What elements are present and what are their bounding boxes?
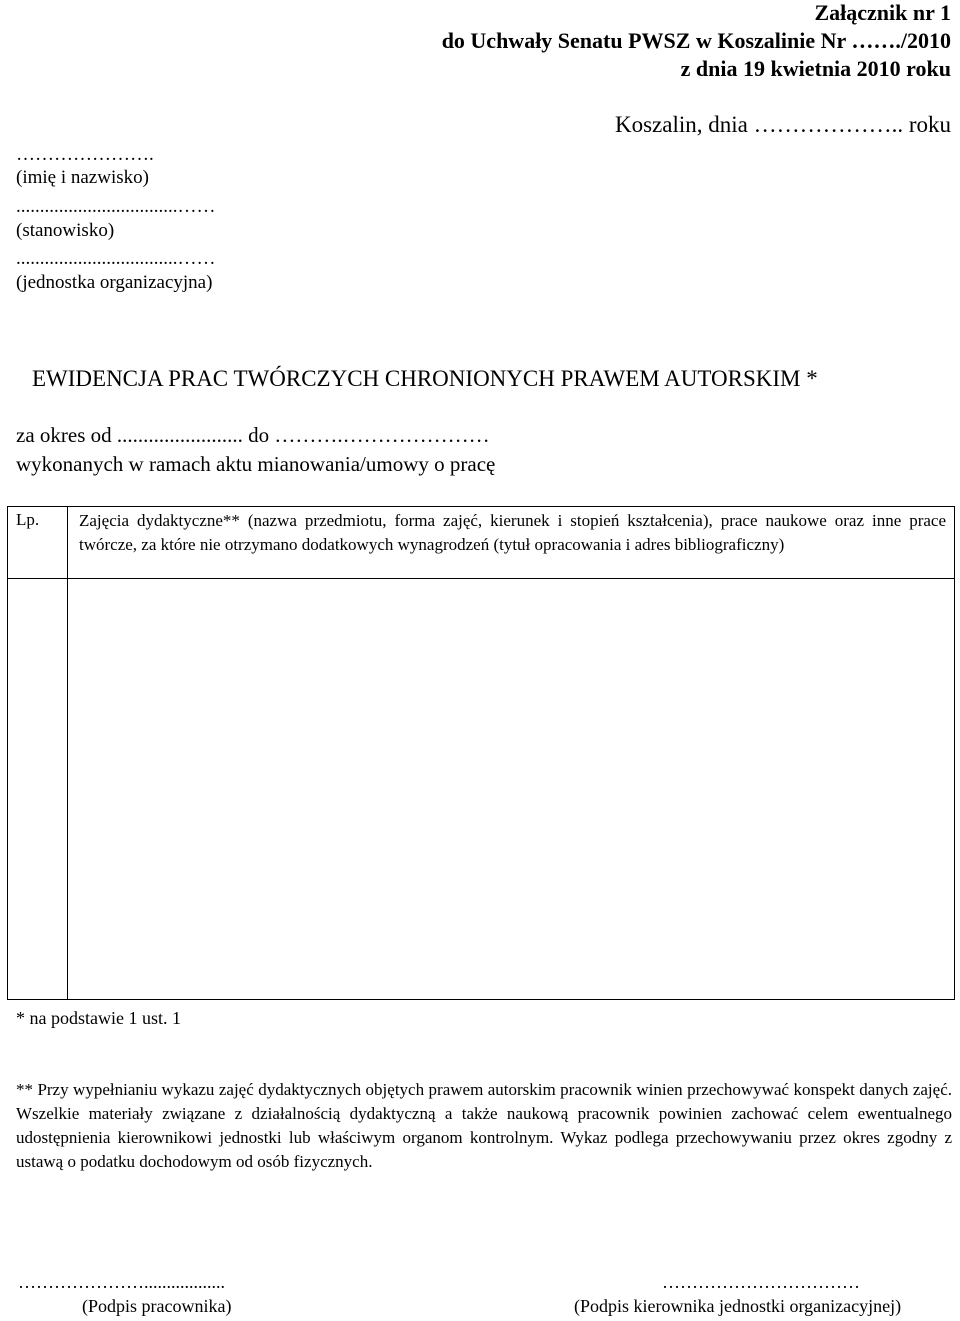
name-field[interactable]: …………………. <box>16 144 154 165</box>
works-table <box>7 506 955 1000</box>
table-entry-row <box>8 579 955 1000</box>
resolution-reference: do Uchwały Senatu PWSZ w Koszalinie Nr ……./2010 <box>441 28 951 53</box>
resolution-date: z dnia 19 kwietnia 2010 roku <box>680 56 951 81</box>
lp-entry-cell[interactable] <box>8 579 68 1000</box>
description-header: Zajęcia dydaktyczne** (nazwa przedmiotu, forma zajęć, kierunek i stopień kształcenia), prace naukowe oraz inne prace twórcze, za które nie otrzymano dodatkowych wynagrodzeń (tytuł opracowania i adres bibliograficzny) <box>68 507 955 579</box>
footnote-instructions: ** Przy wypełnianiu wykazu zajęć dydaktycznych objętych prawem autorskim pracownik winien przechowywać konspekt danych zajęć. Wszelkie materiały związane z działalnością dydaktyczną a także naukową pracownik powinien zachować celem ewentualnego udostępnienia kierownikowi jednostki lub właściwym organom kontrolnym. Wykaz podlega przechowywaniu przez okres zgodny z ustawą o podatku dochodowym od osób fizycznych. <box>16 1080 952 1171</box>
manager-signature-label: (Podpis kierownika jednostki organizacyjnej) <box>574 1296 902 1316</box>
lp-header: Lp. <box>8 507 68 579</box>
table-header-row <box>8 507 955 579</box>
unit-field[interactable]: ..................................…… <box>16 248 216 269</box>
period-field[interactable]: za okres od ........................ do ……….………………… <box>16 423 490 447</box>
employee-signature-label: (Podpis pracownika) <box>82 1296 232 1316</box>
manager-signature-line[interactable]: …………………………… <box>662 1272 860 1292</box>
name-label: (imię i nazwisko) <box>16 167 149 188</box>
unit-label: (jednostka organizacyjna) <box>16 272 213 293</box>
position-label: (stanowisko) <box>16 220 115 241</box>
period-description: wykonanych w ramach aktu mianowania/umowy o pracę <box>16 452 496 476</box>
document-title: EWIDENCJA PRAC TWÓRCZYCH CHRONIONYCH PRAWEM AUTORSKIM * <box>32 366 818 391</box>
footnote-legal-basis: * na podstawie 1 ust. 1 <box>16 1008 181 1028</box>
attachment-number: Załącznik nr 1 <box>814 0 951 25</box>
description-entry-cell[interactable] <box>68 579 955 1000</box>
position-field[interactable]: ..................................…… <box>16 196 216 217</box>
place-date-field[interactable]: Koszalin, dnia ……………….. roku <box>614 112 951 137</box>
employee-signature-line[interactable]: ………………….................. <box>18 1272 225 1292</box>
